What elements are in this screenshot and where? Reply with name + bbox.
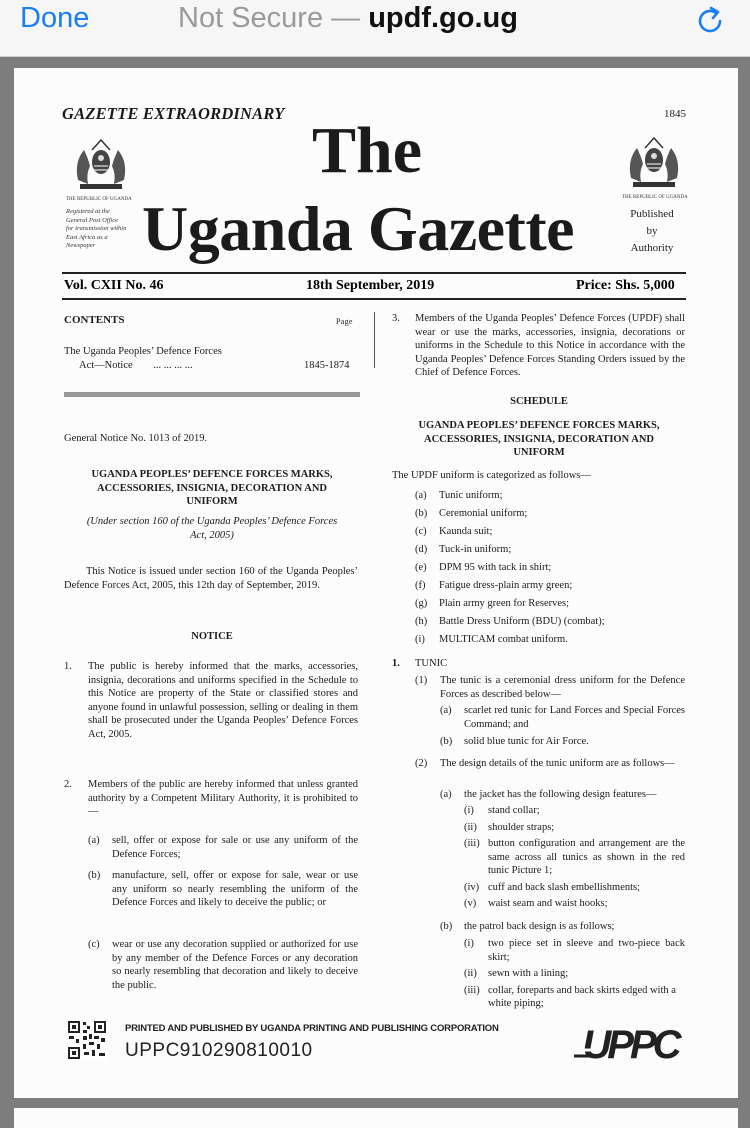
t2a-number: (a) [440, 789, 452, 800]
list-item: (d) Tuck-in uniform; [415, 544, 512, 555]
schedule-heading: SCHEDULE [510, 396, 568, 407]
para-1-number: 1. [64, 661, 72, 672]
list-item: (iv) cuff and back slash embellishments; [464, 881, 641, 893]
masthead-rule-top [62, 272, 686, 274]
gazette-extraordinary-label: GAZETTE EXTRAORDINARY [62, 104, 285, 123]
t2b-number: (b) [440, 921, 453, 932]
notice-heading: NOTICE [191, 631, 233, 642]
notice-subtitle: (Under section 160 of the Uganda Peoples’ Defence Forces Act, 2005) [86, 516, 338, 541]
address-bar[interactable] [178, 2, 518, 35]
gazette-page [14, 68, 738, 1098]
issue-price: Price: Shs. 5,000 [576, 278, 675, 293]
contents-heading: CONTENTS [64, 314, 125, 326]
contents-entry[interactable]: The Uganda Peoples’ Defence Forces Act—Notice ... ... ... ... [64, 346, 222, 371]
para-2a-number: (a) [88, 835, 100, 846]
t2b-list [464, 937, 685, 1014]
tunic-number: 1. [392, 658, 400, 669]
published-by-authority: Published by Authority [630, 208, 674, 254]
uppc-logo-icon [574, 1022, 686, 1064]
list-item: (i) two piece set in sleeve and two-piece back skirt; [464, 938, 685, 963]
t1: The tunic is a ceremonial dress uniform for the Defence Forces as described below— [440, 675, 685, 700]
t2a: the jacket has the following design features— [464, 789, 657, 800]
t1-number: (1) [415, 675, 428, 686]
list-item: (iii) collar, foreparts and back skirts edged with a white piping; [464, 984, 676, 1009]
list-item: (c) Kaunda suit; [415, 526, 493, 537]
coat-of-arms-left-icon [66, 136, 136, 194]
t1b-number: (b) [440, 736, 453, 747]
list-item: (ii) sewn with a lining; [464, 968, 569, 979]
para-1: The public is hereby informed that the marks, accessories, insignia, decorations and uniforms specified in the Schedule to this Notice are property of the State or classified stores and anyone found in unlawful possession, selling or dealing in them shall be prosecuted under the Uganda Peoples’ Defence Forces Act, 2005. [88, 661, 358, 740]
para-2c: wear or use any decoration supplied or authorized for use by any member of the Defence Forces or any decoration so nearly resembling that decoration and likely to deceive the public. [112, 939, 358, 991]
separator: — [331, 2, 361, 34]
page-number: 1845 [664, 108, 686, 120]
masthead-rule-bottom [62, 298, 686, 300]
list-item: (b) Ceremonial uniform; [415, 508, 528, 519]
general-notice-number: General Notice No. 1013 of 2019. [64, 433, 208, 444]
list-item: (ii) shoulder straps; [464, 821, 555, 833]
para-2a: sell, offer or expose for sale or use any uniform of the Defence Forces; [112, 835, 358, 860]
list-item: (i) MULTICAM combat uniform. [415, 634, 568, 645]
para-2: Members of the public are hereby informed that unless granted authority by a Competent Military Authority, it is prohibited to— [88, 779, 358, 817]
tunic-heading: TUNIC [415, 658, 448, 669]
contents-entry-pages: 1845-1874 [304, 360, 350, 371]
para-3: Members of the Uganda Peoples’ Defence Forces (UPDF) shall wear or use the marks, accessories, insignia, decorations or uniforms in the Schedule to this Notice in accordance with the Uganda Peoples’ Defence Forces Standing Orders issued by the Chief of Defence Forces. [415, 313, 685, 378]
para-2b-number: (b) [88, 870, 101, 881]
t2b: the patrol back design is as follows; [464, 921, 615, 932]
next-page-edge [14, 1108, 738, 1128]
list-item: (e) DPM 95 with tack in shirt; [415, 562, 552, 573]
list-item: (f) Fatigue dress-plain army green; [415, 580, 573, 591]
list-item: (h) Battle Dress Uniform (BDU) (combat); [415, 616, 605, 627]
printed-by-line: PRINTED AND PUBLISHED BY UGANDA PRINTING AND PUBLISHING CORPORATION [125, 1023, 499, 1034]
para-2b: manufacture, sell, offer or expose for sale, wear or use any uniform so nearly resembling the uniform of the Defence Forces and likely to deceive the public; or [112, 870, 358, 908]
volume-number: Vol. CXII No. 46 [64, 278, 164, 293]
schedule-title: UGANDA PEOPLES’ DEFENCE FORCES MARKS, ACCESSORIES, INSIGNIA, DECORATION AND UNIFORM [418, 420, 660, 458]
contents-rule [64, 392, 360, 397]
list-item: (iii) button configuration and arrangement are the same across all tunics as shown in the red tunic Picture 1; [464, 838, 685, 876]
title-uganda-gazette: Uganda Gazette [142, 193, 575, 264]
t2: The design details of the tunic uniform are as follows— [440, 758, 675, 769]
crest-caption-right: THE REPUBLIC OF UGANDA [622, 195, 688, 200]
para-2-number: 2. [64, 779, 72, 790]
qr-code-icon [67, 1020, 107, 1060]
t1a-number: (a) [440, 705, 452, 716]
crest-caption-left: THE REPUBLIC OF UGANDA [66, 197, 132, 202]
notice-title: UGANDA PEOPLES’ DEFENCE FORCES MARKS, ACCESSORIES, INSIGNIA, DECORATION AND UNIFORM [91, 469, 333, 507]
list-item: (a) Tunic uniform; [415, 490, 503, 501]
t2-number: (2) [415, 758, 428, 769]
t2a-list [464, 804, 685, 914]
uniform-list [415, 487, 605, 649]
done-button[interactable]: Done [20, 2, 90, 34]
page-label: Page [336, 317, 353, 326]
reload-icon[interactable] [693, 4, 727, 38]
t1a: scarlet red tunic for Land Forces and Special Forces Command; and [464, 705, 685, 730]
svg-text:UPPC: UPPC [582, 1023, 678, 1064]
issue-date: 18th September, 2019 [306, 278, 435, 293]
para-2c-number: (c) [88, 939, 100, 950]
t1b: solid blue tunic for Air Force. [464, 736, 589, 747]
browser-toolbar [0, 0, 750, 57]
para-3-number: 3. [392, 313, 400, 324]
domain-label: updf.go.ug [368, 2, 518, 34]
coat-of-arms-right-icon [619, 134, 689, 192]
title-the: The [312, 114, 423, 187]
registered-note: Registered at the General Post Office for transmission within East Africa as a Newspaper [66, 208, 127, 249]
publication-code: UPPC910290810010 [125, 1040, 313, 1061]
security-label: Not Secure [178, 2, 324, 34]
list-item: (i) stand collar; [464, 805, 540, 816]
uniform-categorized: The UPDF uniform is categorized as follows— [392, 470, 591, 481]
notice-intro: This Notice is issued under section 160 of the Uganda Peoples’ Defence Forces Act, 2005, this 12th day of September, 2019. [64, 566, 358, 591]
list-item: (g) Plain army green for Reserves; [415, 598, 570, 609]
column-divider [374, 312, 375, 368]
list-item: (v) waist seam and waist hooks; [464, 898, 608, 909]
